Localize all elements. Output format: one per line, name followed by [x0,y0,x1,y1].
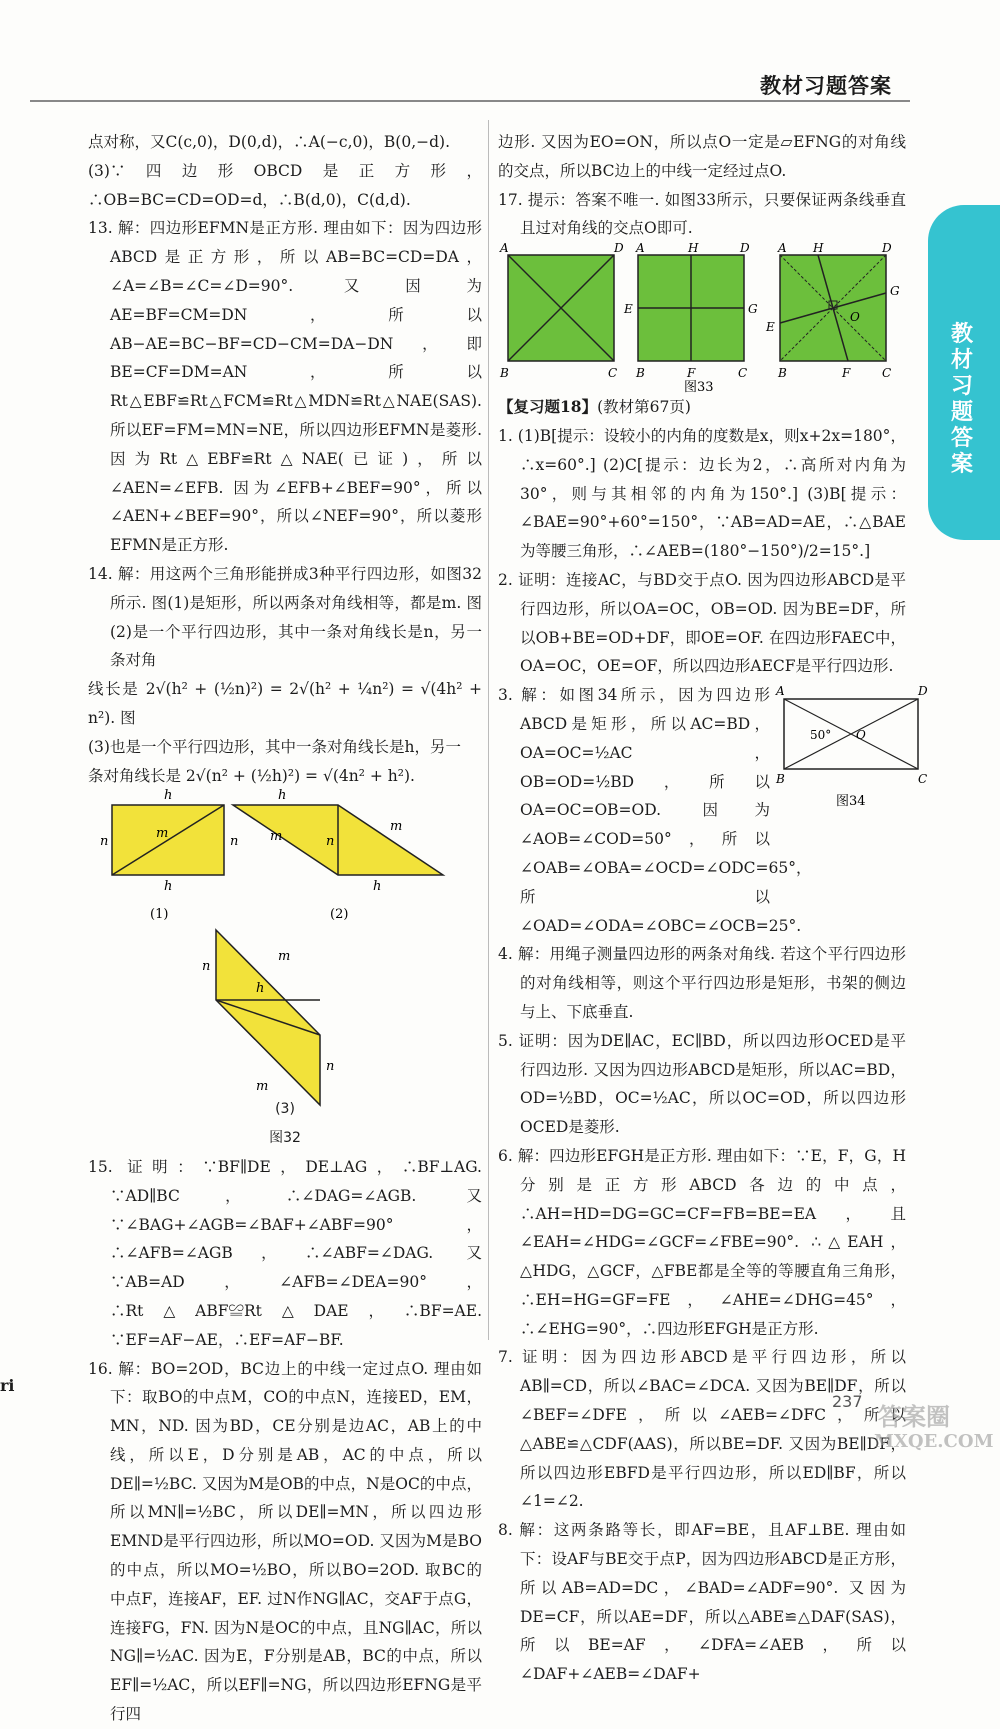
figure-34-svg [770,681,928,811]
figure-32-part3 [88,930,482,1095]
fig32-3-n-left: n [202,959,211,975]
fig33-3-H: H [813,241,824,256]
fig34-D: D [918,684,928,699]
fig33-3-C: C [882,366,892,381]
fig32-2-n: n [326,834,335,850]
right-p0: 边形. 又因为EO=ON，所以点O一定是▱EFNG的对角线的交点，所以BC边上的中线一定经过点O. [498,133,906,180]
page-number: 237 [832,1392,863,1411]
fig34-C: C [918,772,928,787]
fig33-3-E: E [766,320,775,335]
fig33-3-O: O [850,310,860,325]
fig32-3-n-right: n [326,1059,335,1075]
review-4: 4. 解：用绳子测量四边形的两条对角线. 若这个平行四边形的对角线相等，则这个平行四边形是矩形，书架的侧边与上、下底垂直. [498,945,906,1021]
fig32-2-m-right: m [390,819,403,835]
figure-32-part3-svg [88,930,482,1095]
fig32-2-h-top: h [278,788,287,804]
watermark-logo [860,1395,994,1453]
watermark-text: 答案圈 [878,1402,950,1431]
fig34-B: B [776,772,785,787]
fig32-caption: 图32 [269,1130,301,1147]
fig33-3-A: A [778,241,787,256]
answer-14d: 条对角线长是 2√(n² + (½h)²) = √(4n² + h²). [88,766,415,785]
fig32-2-caption: (2) [330,907,349,923]
side-tab-label: 教材习题答案 [950,322,973,477]
review-heading [498,393,906,422]
fig33-2-F: F [687,366,696,381]
fig32-1-m: m [156,826,169,842]
watermark-logo-svg [860,1395,994,1453]
fig33-1-D: D [614,241,624,256]
fig32-3-h: h [256,981,265,997]
fig32-1-n-left: n [100,834,109,850]
fig33-2-E: E [624,302,633,317]
review-8: 8. 解：这两条路等长，即AF=BE，且AF⊥BE. 理由如下：设AF与BE交于点P，因为四边形ABCD是正方形，所以AB=AD=DC，∠BAD=∠ADF=90°. 又因为DE=CF，所以AE=DF，所以△ABE≌△DAF(SAS)，所以BE=AF，∠DFA=∠AEB，所以∠DAF+∠AEB=∠DAF+ [498,1521,906,1684]
fig32-1-caption: (1) [150,907,169,923]
fig34-caption: 图34 [836,794,866,810]
scan-edge-mark: ri [0,1376,15,1395]
review-5: 5. 证明：因为DE∥AC，EC∥BD，所以四边形OCED是平行四边形. 又因为四边形ABCD是矩形，所以AC=BD，OD=½BD，OC=½AC，所以OC=OD，所以四边形OCED是菱形. [498,1031,906,1137]
review-2: 2. 证明：连接AC，与BD交于点O. 因为四边形ABCD是平行四边形，所以OA=OC，OB=OD. 因为BE=DF，所以OB+BE=OD+DF，即OE=OF. 在四边形FAEC中，OA=OC，OE=OF，所以四边形AECF是平行四边形. [498,570,906,676]
review-3-block [498,681,928,940]
answer-16: 16. 解：BO=2OD，BC边上的中线一定过点O. 理由如下：取BO的中点M，CO的中点N，连接ED，EM，MN，ND. 因为BD，CE分别是边AC，AB上的中线，所以E，D分别是AB，AC的中点，所以DE∥=½BC. 又因为M是OB的中点，N是OC的中点，所以MN∥=½BC，所以DE∥=MN，所以四边形EMND是平行四边形，所以MO=OD. 又因为M是BO的中点，所以MO=½BO，所以BO=2OD. 取BC的中点F，连接AF，EF. 过N作NG∥AC，交AF于点G，连接FG，FN. 因为N是OC的中点，且NG∥AC，所以NG∥=½AC. 因为E，F分别是AB，BC的中点，所以EF∥=½AC，所以EF∥=NG，所以四边形EFNG是平行四 [88,1359,482,1724]
fig33-caption: 图33 [684,380,714,396]
fig33-2-H: H [688,241,699,256]
answer-13: 13. 解：四边形EFMN是正方形. 理由如下：因为四边形ABCD是正方形，所以AB=BC=CD=DA，∠A=∠B=∠C=∠D=90°. 又因为AE=BF=CM=DN，所以AB−AE=BC−BF=CD−CM=DA−DN，即BE=CF=DM=AN，所以Rt△EBF≌Rt△FCM≌Rt△MDN≌Rt△NAE(SAS). 所以EF=FM=MN=NE，所以四边形EFMN是菱形. 因为Rt△EBF≌Rt△NAE(已证)，所以∠AEN=∠EFB. 因为∠EFB+∠BEF=90°，所以∠AEN+∠BEF=90°，所以∠NEF=90°，所以菱形EFMN是正方形. [88,219,482,555]
fig33-3-B: B [778,366,787,381]
fig32-1-n-right: n [230,834,239,850]
column-divider [488,120,489,1340]
left-column [88,128,482,1729]
fig33-2-G: G [748,302,758,317]
answer-17: 17. 提示：答案不唯一. 如图33所示，只要保证两条线垂直且过对角线的交点O即可. [498,190,906,238]
review-6: 6. 解：四边形EFGH是正方形. 理由如下：∵E，F，G，H分别是正方形ABCD各边的中点，∴AH=HD=DG=GC=CF=FB=BE=EA，且∠EAH=∠HDG=∠GCF=∠FBE=90°. ∴△EAH，△HDG，△GCF，△FBE都是全等的等腰直角三角形，∴EH=HG=GF=FE，∠AHE=∠DHG=45°，∴∠EHG=90°，∴四边形EFGH是正方形. [498,1146,906,1338]
fig33-1-A: A [500,241,509,256]
fig32-2-m-left: m [270,829,283,845]
fig32-2-h-bot: h [373,879,382,895]
fig32-3-m-top: m [278,949,291,965]
review-3: 3. 解：如图34所示，因为四边形ABCD是矩形，所以AC=BD，OA=OC=½AC，OB=OD=½BD，所以OA=OC=OB=OD. 因为∠AOB=∠COD=50°，所以∠OAB=∠OBA=∠OCD=∠ODC=65°，所以∠OAD=∠ODA=∠OBC=∠OCB=25°. [498,686,812,935]
figure-33 [498,241,906,396]
fig33-1-B: B [500,366,509,381]
review-7: 7. 证明：因为四边形ABCD是平行四边形，所以AB∥=CD，所以∠BAC=∠DCA. 又因为BE∥DF，所以∠BEF=∠DFE，所以∠AEB=∠DFC，所以△ABE≌△CDF(AAS)，所以BE=DF. 又因为BE∥DF，所以四边形EBFD是平行四边形，所以ED∥BF，所以∠1=∠2. [498,1348,906,1511]
header-rule [30,100,910,102]
answer-14c: (3)也是一个平行四边形，其中一条对角线长是h，另一 [88,737,461,756]
fig34-A: A [776,684,785,699]
review-title: 【复习题18】 [498,397,598,417]
answer-15: 15. 证明：∵BF∥DE，DE⊥AG，∴BF⊥AG. ∵AD∥BC，∴∠DAG=∠AGB. 又∵∠BAG+∠AGB=∠BAF+∠ABF=90°，∴∠AFB=∠AGB，∴∠ABF=∠DAG. 又∵AB=AD，∠AFB=∠DEA=90°，∴Rt△ABF≌Rt△DAE，∴BF=AE. ∵EF=AF−AE，∴EF=AF−BF. [88,1157,482,1349]
header-title: 教材习题答案 [760,73,892,98]
left-p0: 点对称，又C(c,0)，D(0,d)，∴A(−c,0)，B(0,−d). [88,133,451,151]
watermark-url: MXQE.COM [874,1431,994,1452]
fig33-3-F: F [842,366,851,381]
review-1: 1. (1)B[提示：设较小的内角的度数是x，则x+2x=180°，∴x=60°.] (2)C[提示：边长为2，∴高所对内角为30°，则与其相邻的内角为150°.] (3)B[提示：∠BAE=90°+60°=150°，∵AB=AD=AE，∴△BAE为等腰三角形，∴∠AEB=(180°−150°)/2=15°.] [498,426,906,561]
fig33-2-C: C [738,366,748,381]
answer-14b: 线长是 2√(h² + (½n)²) = 2√(h² + ¼n²) = √(4h² + n²). 图 [88,680,482,727]
fig32-3-m-bot: m [256,1079,269,1095]
fig33-1-C: C [608,366,618,381]
answer-14a: 14. 解：用这两个三角形能拼成3种平行四边形，如图32所示. 图(1)是矩形，所以两条对角线相等，都是m. 图(2)是一个平行四边形，其中一条对角线长是n，另一条对角 [88,564,482,670]
fig33-3-G: G [890,284,900,299]
fig33-2-D: D [740,241,750,256]
left-p1: (3)∵四边形OBCD是正方形，∴OB=BC=CD=OD=d，∴B(d,0)，C(d,d). [88,161,482,209]
fig34-angle: 50° [810,728,832,743]
review-source: (教材第67页) [597,398,691,417]
figure-33-svg [498,241,906,396]
fig33-2-A: A [636,241,645,256]
fig32-3-caption: (3) [275,1101,295,1118]
fig32-1-h-top: h [164,788,173,804]
fig33-3-D: D [882,241,892,256]
fig32-1-h-bot: h [164,879,173,895]
fig34-O: O [856,728,866,743]
fig33-2-B: B [636,366,645,381]
